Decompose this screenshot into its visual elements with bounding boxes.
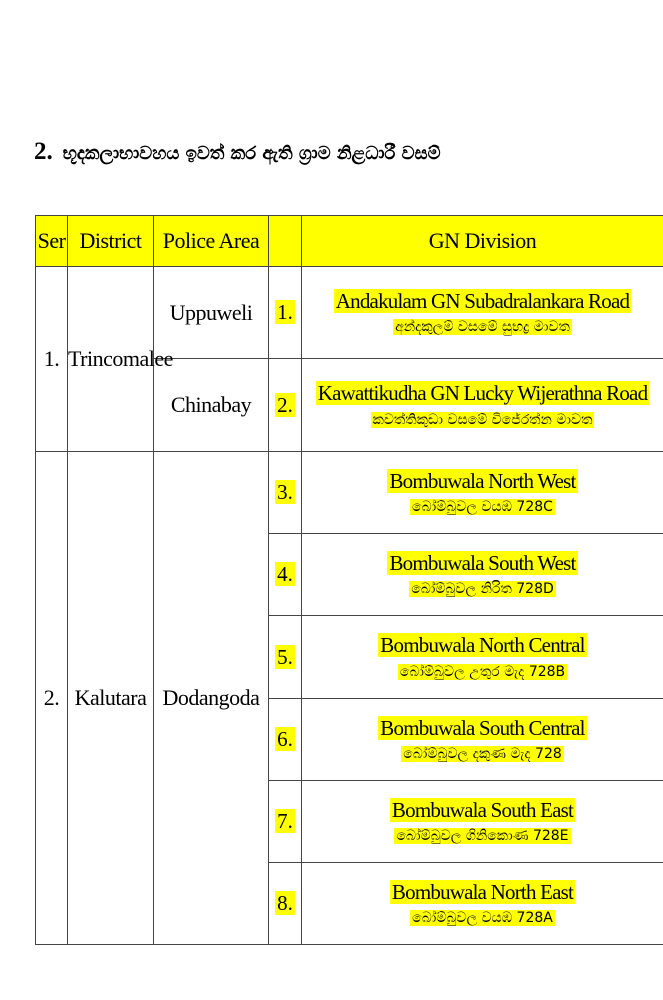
table-row (36, 267, 663, 359)
division-number-cell: 7. (269, 781, 302, 863)
section-title: භූදකලාභාවහය ඉවත් කර ඇති ග්‍රාම නිළධාරී වසම් (62, 143, 441, 164)
gn-division-cell: Bombuwala South West බෝම්බුවල නිරිත 728D (302, 534, 663, 616)
section-heading (34, 138, 441, 166)
header-ser: Ser (36, 216, 68, 267)
district-cell: Trincomalee (68, 267, 154, 452)
gn-division-table (35, 215, 663, 945)
header-gn-division: GN Division (302, 216, 663, 267)
police-area-cell: Dodangoda (154, 452, 269, 945)
gn-division-cell: Bombuwala South East බෝම්බුවල ගිනිකොණ 728E (302, 781, 663, 863)
gn-division-cell: Bombuwala North East බෝම්බුවල වයඹ 728A (302, 863, 663, 945)
gn-division-cell: Bombuwala North West බෝම්බුවල වයඹ 728C (302, 452, 663, 534)
police-area-cell: Chinabay (154, 359, 269, 452)
division-number-cell: 6. (269, 699, 302, 781)
division-number-cell: 8. (269, 863, 302, 945)
gn-division-cell: Bombuwala North Central බෝම්බුවල උතුර මැද 728B (302, 616, 663, 699)
division-number-cell: 5. (269, 616, 302, 699)
header-number (269, 216, 302, 267)
gn-division-cell: Bombuwala South Central බෝම්බුවල දකුණ මැද 728 (302, 699, 663, 781)
division-number-cell: 1. (269, 267, 302, 359)
table-row (36, 452, 663, 534)
ser-cell: 1. (36, 267, 68, 452)
header-police-area: Police Area (154, 216, 269, 267)
section-number: 2. (34, 138, 53, 165)
division-number-cell: 3. (269, 452, 302, 534)
division-number-cell: 4. (269, 534, 302, 616)
district-cell: Kalutara (68, 452, 154, 945)
table-header-row (36, 216, 663, 267)
header-district: District (68, 216, 154, 267)
ser-cell: 2. (36, 452, 68, 945)
gn-division-cell: Kawattikudha GN Lucky Wijerathna Road කවත්තිකුඩා වසමේ විජේරත්න මාවත (302, 359, 663, 452)
gn-division-cell: Andakulam GN Subadralankara Road අන්දකුලම් වසමේ සුභද්‍ර මාවත (302, 267, 663, 359)
division-number-cell: 2. (269, 359, 302, 452)
police-area-cell: Uppuweli (154, 267, 269, 359)
